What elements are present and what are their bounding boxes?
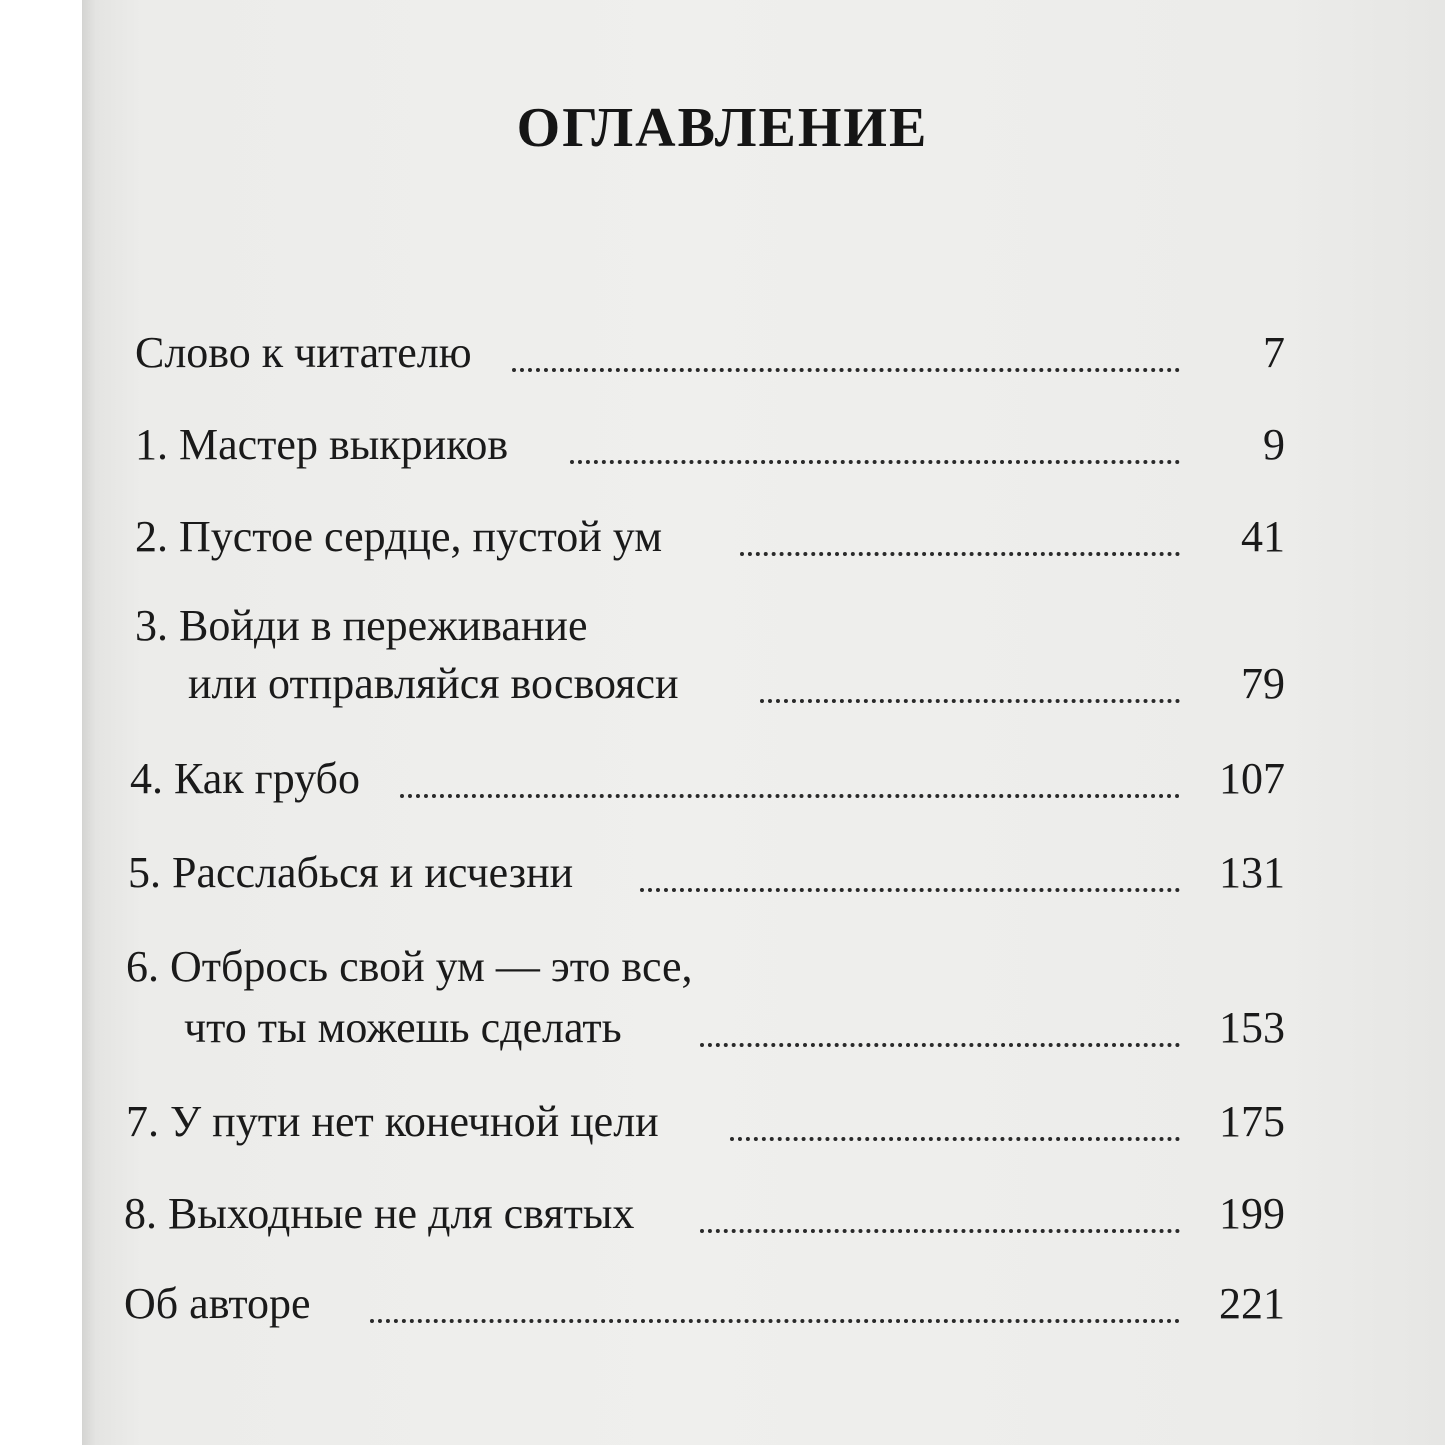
toc-page-number: 221 — [1219, 1279, 1285, 1328]
toc-entry-title: 7. У пути нет конечной цели — [126, 1097, 659, 1146]
toc-page-number: 175 — [1219, 1097, 1285, 1146]
dot-leader — [570, 460, 1180, 464]
dot-leader — [760, 699, 1180, 703]
toc-entry-title: 8. Выходные не для святых — [124, 1189, 635, 1238]
toc-entry-title: Об авторе — [124, 1279, 311, 1328]
toc-page-number: 9 — [1263, 420, 1285, 469]
toc-entry-title: 3. Войди в переживание — [135, 601, 588, 650]
toc-entry-title: 6. Отбрось свой ум — это все, — [126, 942, 693, 991]
dot-leader — [700, 1229, 1180, 1233]
dot-leader — [740, 552, 1180, 556]
dot-leader — [700, 1043, 1180, 1047]
toc-page-number: 153 — [1219, 1003, 1285, 1052]
toc-page-number: 41 — [1241, 512, 1285, 561]
toc-page-number: 131 — [1219, 848, 1285, 897]
dot-leader — [400, 794, 1180, 798]
toc-page-number: 107 — [1219, 754, 1285, 803]
toc-entry-title: 1. Мастер выкриков — [135, 420, 509, 469]
page-title: ОГЛАВЛЕНИЕ — [516, 97, 929, 159]
toc-entry-title: Слово к читателю — [135, 328, 472, 377]
toc-page-number: 199 — [1219, 1189, 1285, 1238]
toc-entry-title-continuation: или отправляйся восвояси — [188, 659, 679, 708]
toc-entry-title-continuation: что ты можешь сделать — [184, 1003, 622, 1052]
dot-leader — [370, 1319, 1180, 1323]
dot-leader — [640, 888, 1180, 892]
toc-page-number: 79 — [1241, 659, 1285, 708]
toc-entry-title: 2. Пустое сердце, пустой ум — [135, 512, 663, 561]
dot-leader — [730, 1137, 1180, 1141]
toc-page-number: 7 — [1263, 328, 1285, 377]
toc-entry-title: 4. Как грубо — [130, 754, 360, 803]
dot-leader — [512, 368, 1180, 372]
toc-entry-title: 5. Расслабься и исчезни — [128, 848, 574, 897]
